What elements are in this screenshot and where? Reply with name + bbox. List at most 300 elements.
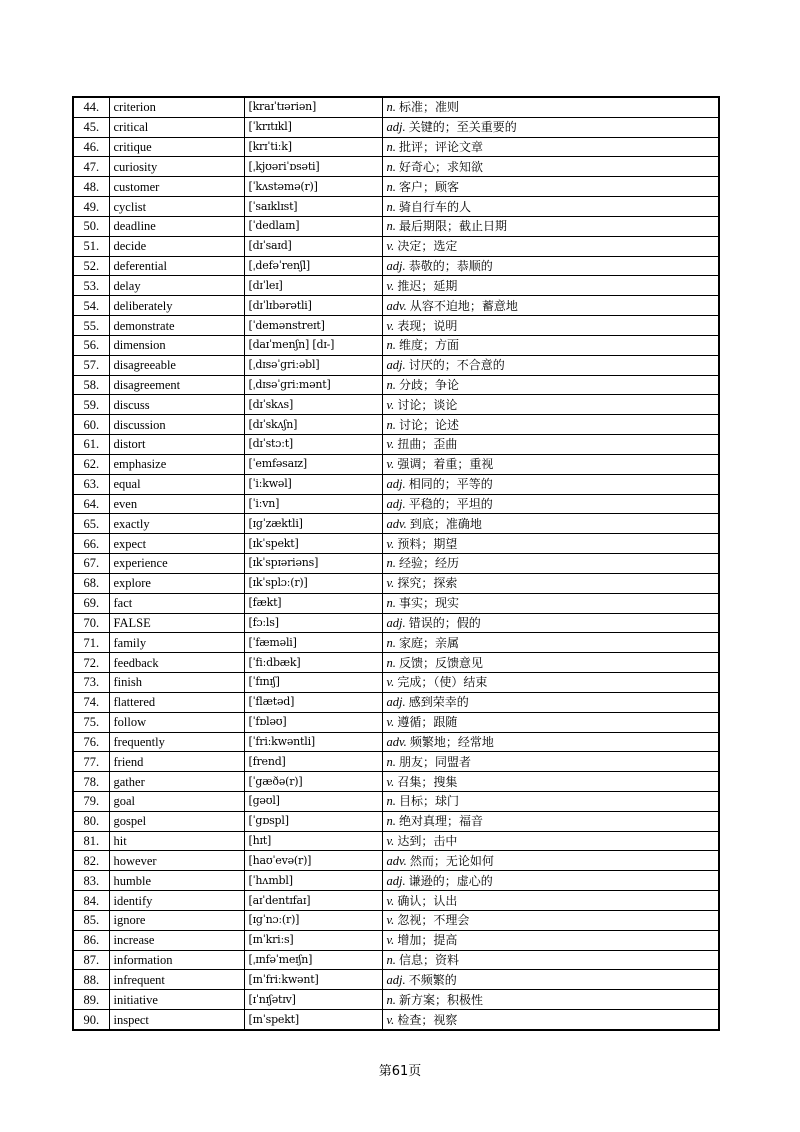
definition-cell: [382, 692, 719, 712]
phonetic-cell: [ˈkʌstəmə(r)]: [244, 177, 382, 197]
phonetic-cell: [dɪˈskʌs]: [244, 395, 382, 415]
row-number: 77.: [73, 752, 109, 772]
row-number: 81.: [73, 831, 109, 851]
row-number: 53.: [73, 276, 109, 296]
definition-cell: [382, 673, 719, 693]
part-of-speech: v.: [386, 1012, 395, 1027]
part-of-speech: adv.: [386, 734, 407, 749]
definition-cell: [382, 831, 719, 851]
phonetic-cell: [ɪnˈkriːs]: [244, 930, 382, 950]
part-of-speech: n.: [386, 814, 396, 829]
phonetic-cell: [ɪgˈzæktli]: [244, 514, 382, 534]
word-cell: disagreement: [109, 375, 244, 395]
phonetic-cell: [dɪˈstɔːt]: [244, 435, 382, 455]
definition-text: 信息；资料: [399, 953, 460, 968]
row-number: 64.: [73, 494, 109, 514]
definition-text: 维度；方面: [399, 338, 460, 353]
row-number: 82.: [73, 851, 109, 871]
part-of-speech: n.: [386, 140, 396, 155]
part-of-speech: adv.: [386, 298, 407, 313]
row-number: 54.: [73, 296, 109, 316]
word-cell: curiosity: [109, 157, 244, 177]
row-number: 85.: [73, 910, 109, 930]
row-number: 79.: [73, 791, 109, 811]
phonetic-cell: [ˈgɒspl]: [244, 811, 382, 831]
table-row: [73, 752, 719, 772]
table-row: [73, 335, 719, 355]
row-number: 57.: [73, 355, 109, 375]
row-number: 90.: [73, 1010, 109, 1030]
row-number: 44.: [73, 97, 109, 117]
phonetic-cell: [ˈfɒləʊ]: [244, 712, 382, 732]
part-of-speech: adv.: [386, 853, 407, 868]
table-row: [73, 435, 719, 455]
word-cell: goal: [109, 791, 244, 811]
phonetic-cell: [kraɪˈtɪəriən]: [244, 97, 382, 117]
vocabulary-table-body: [73, 97, 719, 1030]
row-number: 69.: [73, 593, 109, 613]
part-of-speech: n.: [386, 794, 396, 809]
word-cell: exactly: [109, 514, 244, 534]
row-number: 83.: [73, 871, 109, 891]
word-cell: inspect: [109, 1010, 244, 1030]
definition-text: 讨论；论述: [399, 417, 460, 432]
definition-cell: [382, 772, 719, 792]
definition-text: 召集；搜集: [397, 774, 458, 789]
definition-cell: [382, 494, 719, 514]
row-number: 71.: [73, 633, 109, 653]
table-row: [73, 276, 719, 296]
row-number: 51.: [73, 236, 109, 256]
row-number: 87.: [73, 950, 109, 970]
row-number: 86.: [73, 930, 109, 950]
table-row: [73, 811, 719, 831]
definition-text: 家庭；亲属: [399, 635, 460, 650]
table-row: [73, 494, 719, 514]
table-row: [73, 1010, 719, 1030]
phonetic-cell: [gəʊl]: [244, 791, 382, 811]
definition-cell: [382, 811, 719, 831]
row-number: 55.: [73, 316, 109, 336]
word-cell: gather: [109, 772, 244, 792]
phonetic-cell: [ɪˈnɪʃətɪv]: [244, 990, 382, 1010]
phonetic-cell: [ˈflætəd]: [244, 692, 382, 712]
row-number: 46.: [73, 137, 109, 157]
definition-cell: [382, 633, 719, 653]
phonetic-cell: [ˈfiːdbæk]: [244, 653, 382, 673]
part-of-speech: adj.: [386, 873, 406, 888]
definition-text: 目标；球门: [399, 794, 460, 809]
part-of-speech: v.: [386, 774, 395, 789]
definition-text: 感到荣幸的: [408, 695, 469, 710]
definition-cell: [382, 871, 719, 891]
definition-cell: [382, 593, 719, 613]
definition-cell: [382, 712, 719, 732]
definition-text: 错误的；假的: [408, 615, 481, 630]
definition-cell: [382, 732, 719, 752]
word-cell: decide: [109, 236, 244, 256]
part-of-speech: adj.: [386, 477, 406, 492]
phonetic-cell: [ˌɪnfəˈmeɪʃn]: [244, 950, 382, 970]
phonetic-cell: [ˈiːvn]: [244, 494, 382, 514]
row-number: 47.: [73, 157, 109, 177]
part-of-speech: n.: [386, 953, 396, 968]
definition-cell: [382, 1010, 719, 1030]
definition-cell: [382, 891, 719, 911]
definition-text: 骑自行车的人: [399, 199, 472, 214]
row-number: 67.: [73, 554, 109, 574]
table-row: [73, 375, 719, 395]
part-of-speech: n.: [386, 100, 396, 115]
part-of-speech: adj.: [386, 358, 406, 373]
definition-cell: [382, 316, 719, 336]
word-cell: identify: [109, 891, 244, 911]
row-number: 45.: [73, 117, 109, 137]
part-of-speech: n.: [386, 655, 396, 670]
row-number: 63.: [73, 474, 109, 494]
definition-cell: [382, 454, 719, 474]
phonetic-cell: [ɪgˈnɔː(r)]: [244, 910, 382, 930]
definition-text: 经验；经历: [399, 556, 460, 571]
word-cell: criterion: [109, 97, 244, 117]
phonetic-cell: [ɪnˈspekt]: [244, 1010, 382, 1030]
definition-text: 表现；说明: [397, 318, 458, 333]
row-number: 75.: [73, 712, 109, 732]
definition-text: 不频繁的: [408, 972, 457, 987]
part-of-speech: v.: [386, 397, 395, 412]
part-of-speech: v.: [386, 278, 395, 293]
word-cell: initiative: [109, 990, 244, 1010]
part-of-speech: v.: [386, 675, 395, 690]
part-of-speech: n.: [386, 754, 396, 769]
part-of-speech: v.: [386, 239, 395, 254]
part-of-speech: n.: [386, 179, 396, 194]
definition-text: 批评；评论文章: [399, 140, 484, 155]
definition-text: 朋友；同盟者: [399, 754, 472, 769]
definition-text: 最后期限；截止日期: [399, 219, 508, 234]
definition-text: 确认；认出: [397, 893, 458, 908]
definition-cell: [382, 653, 719, 673]
definition-text: 反馈；反馈意见: [399, 655, 484, 670]
definition-cell: [382, 534, 719, 554]
definition-text: 关键的；至关重要的: [408, 120, 517, 135]
row-number: 61.: [73, 435, 109, 455]
table-row: [73, 454, 719, 474]
phonetic-cell: [fækt]: [244, 593, 382, 613]
phonetic-cell: [ˈdedlaɪn]: [244, 216, 382, 236]
table-row: [73, 673, 719, 693]
part-of-speech: n.: [386, 635, 396, 650]
definition-cell: [382, 950, 719, 970]
part-of-speech: v.: [386, 576, 395, 591]
definition-text: 事实；现实: [399, 596, 460, 611]
word-cell: emphasize: [109, 454, 244, 474]
word-cell: discussion: [109, 415, 244, 435]
word-cell: gospel: [109, 811, 244, 831]
part-of-speech: adj.: [386, 496, 406, 511]
definition-text: 达到；击中: [397, 834, 458, 849]
part-of-speech: v.: [386, 834, 395, 849]
table-row: [73, 296, 719, 316]
definition-text: 好奇心；求知欲: [399, 159, 484, 174]
definition-cell: [382, 236, 719, 256]
part-of-speech: v.: [386, 913, 395, 928]
word-cell: disagreeable: [109, 355, 244, 375]
part-of-speech: adj.: [386, 972, 406, 987]
phonetic-cell: [ˈfæməli]: [244, 633, 382, 653]
part-of-speech: v.: [386, 437, 395, 452]
phonetic-cell: [frend]: [244, 752, 382, 772]
phonetic-cell: [ˈfɪnɪʃ]: [244, 673, 382, 693]
phonetic-cell: [ˈgæðə(r)]: [244, 772, 382, 792]
definition-text: 决定；选定: [397, 239, 458, 254]
page-number: 第61页: [378, 1064, 422, 1079]
table-row: [73, 474, 719, 494]
definition-text: 相同的；平等的: [408, 477, 493, 492]
definition-cell: [382, 435, 719, 455]
phonetic-cell: [ˌdɪsəˈgriːəbl]: [244, 355, 382, 375]
word-cell: feedback: [109, 653, 244, 673]
definition-text: 遵循；跟随: [397, 715, 458, 730]
table-row: [73, 613, 719, 633]
phonetic-cell: [krɪˈtiːk]: [244, 137, 382, 157]
table-row: [73, 316, 719, 336]
definition-cell: [382, 355, 719, 375]
part-of-speech: n.: [386, 219, 396, 234]
definition-text: 频繁地；经常地: [409, 734, 494, 749]
definition-cell: [382, 415, 719, 435]
row-number: 48.: [73, 177, 109, 197]
definition-cell: [382, 216, 719, 236]
definition-text: 绝对真理；福音: [399, 814, 484, 829]
phonetic-cell: [ˈiːkwəl]: [244, 474, 382, 494]
definition-text: 从容不迫地；蓄意地: [409, 298, 518, 313]
definition-cell: [382, 276, 719, 296]
definition-cell: [382, 851, 719, 871]
row-number: 49.: [73, 197, 109, 217]
row-number: 56.: [73, 335, 109, 355]
definition-text: 恭敬的；恭顺的: [408, 259, 493, 274]
word-cell: cyclist: [109, 197, 244, 217]
part-of-speech: adj.: [386, 259, 406, 274]
phonetic-cell: [ˈemfəsaɪz]: [244, 454, 382, 474]
table-row: [73, 97, 719, 117]
phonetic-cell: [dɪˈleɪ]: [244, 276, 382, 296]
definition-text: 谦逊的；虚心的: [408, 873, 493, 888]
row-number: 88.: [73, 970, 109, 990]
table-row: [73, 871, 719, 891]
table-row: [73, 593, 719, 613]
table-row: [73, 772, 719, 792]
word-cell: however: [109, 851, 244, 871]
definition-text: 增加；提高: [397, 933, 458, 948]
row-number: 73.: [73, 673, 109, 693]
definition-cell: [382, 157, 719, 177]
table-row: [73, 633, 719, 653]
phonetic-cell: [fɔːls]: [244, 613, 382, 633]
word-cell: deadline: [109, 216, 244, 236]
definition-cell: [382, 752, 719, 772]
word-cell: hit: [109, 831, 244, 851]
word-cell: critique: [109, 137, 244, 157]
phonetic-cell: [ˌkjʊəriˈɒsəti]: [244, 157, 382, 177]
word-cell: even: [109, 494, 244, 514]
row-number: 80.: [73, 811, 109, 831]
definition-text: 标准；准则: [399, 100, 460, 115]
definition-cell: [382, 177, 719, 197]
table-row: [73, 256, 719, 276]
definition-text: 然而；无论如何: [409, 853, 494, 868]
table-row: [73, 712, 719, 732]
table-row: [73, 117, 719, 137]
phonetic-cell: [ˈkrɪtɪkl]: [244, 117, 382, 137]
phonetic-cell: [daɪˈmenʃn] [dɪ-]: [244, 335, 382, 355]
definition-text: 检查；视察: [397, 1012, 458, 1027]
phonetic-cell: [dɪˈskʌʃn]: [244, 415, 382, 435]
phonetic-cell: [haʊˈevə(r)]: [244, 851, 382, 871]
phonetic-cell: [ˈhʌmbl]: [244, 871, 382, 891]
part-of-speech: n.: [386, 417, 396, 432]
table-row: [73, 355, 719, 375]
part-of-speech: v.: [386, 893, 395, 908]
definition-text: 探究；探索: [397, 576, 458, 591]
definition-cell: [382, 514, 719, 534]
part-of-speech: adj.: [386, 615, 406, 630]
definition-cell: [382, 117, 719, 137]
table-row: [73, 910, 719, 930]
word-cell: equal: [109, 474, 244, 494]
table-row: [73, 415, 719, 435]
word-cell: flattered: [109, 692, 244, 712]
table-row: [73, 137, 719, 157]
definition-text: 推迟；延期: [397, 278, 458, 293]
definition-cell: [382, 395, 719, 415]
row-number: 74.: [73, 692, 109, 712]
row-number: 68.: [73, 573, 109, 593]
phonetic-cell: [dɪˈsaɪd]: [244, 236, 382, 256]
part-of-speech: n.: [386, 338, 396, 353]
table-row: [73, 990, 719, 1010]
phonetic-cell: [ˈdemənstreɪt]: [244, 316, 382, 336]
phonetic-cell: [ˈsaɪklɪst]: [244, 197, 382, 217]
word-cell: friend: [109, 752, 244, 772]
table-row: [73, 653, 719, 673]
table-row: [73, 216, 719, 236]
word-cell: increase: [109, 930, 244, 950]
row-number: 66.: [73, 534, 109, 554]
definition-cell: [382, 375, 719, 395]
word-cell: expect: [109, 534, 244, 554]
part-of-speech: v.: [386, 933, 395, 948]
table-row: [73, 514, 719, 534]
row-number: 78.: [73, 772, 109, 792]
phonetic-cell: [hɪt]: [244, 831, 382, 851]
definition-text: 到底；准确地: [409, 516, 482, 531]
definition-cell: [382, 990, 719, 1010]
row-number: 70.: [73, 613, 109, 633]
definition-cell: [382, 197, 719, 217]
phonetic-cell: [aɪˈdentɪfaɪ]: [244, 891, 382, 911]
table-row: [73, 791, 719, 811]
vocabulary-table: [72, 96, 720, 1031]
part-of-speech: n.: [386, 596, 396, 611]
word-cell: explore: [109, 573, 244, 593]
part-of-speech: adj.: [386, 695, 406, 710]
table-row: [73, 970, 719, 990]
definition-cell: [382, 335, 719, 355]
phonetic-cell: [ˈfriːkwəntli]: [244, 732, 382, 752]
word-cell: deferential: [109, 256, 244, 276]
definition-cell: [382, 573, 719, 593]
part-of-speech: v.: [386, 715, 395, 730]
definition-text: 完成；（使）结束: [397, 675, 488, 690]
definition-text: 扭曲；歪曲: [397, 437, 458, 452]
row-number: 60.: [73, 415, 109, 435]
definition-cell: [382, 474, 719, 494]
part-of-speech: v.: [386, 318, 395, 333]
word-cell: ignore: [109, 910, 244, 930]
table-row: [73, 573, 719, 593]
part-of-speech: n.: [386, 378, 396, 392]
table-row: [73, 692, 719, 712]
part-of-speech: n.: [386, 992, 396, 1007]
word-cell: frequently: [109, 732, 244, 752]
part-of-speech: n.: [386, 199, 396, 214]
definition-text: 分歧；争论: [399, 378, 460, 392]
row-number: 89.: [73, 990, 109, 1010]
phonetic-cell: [dɪˈlɪbərətli]: [244, 296, 382, 316]
table-row: [73, 732, 719, 752]
word-cell: discuss: [109, 395, 244, 415]
word-cell: humble: [109, 871, 244, 891]
definition-text: 平稳的；平坦的: [408, 496, 493, 511]
definition-cell: [382, 137, 719, 157]
phonetic-cell: [ˌdɪsəˈgriːmənt]: [244, 375, 382, 395]
table-row: [73, 236, 719, 256]
word-cell: customer: [109, 177, 244, 197]
definition-cell: [382, 97, 719, 117]
table-row: [73, 197, 719, 217]
table-row: [73, 950, 719, 970]
word-cell: finish: [109, 673, 244, 693]
definition-text: 预料；期望: [397, 536, 458, 551]
table-row: [73, 891, 719, 911]
word-cell: information: [109, 950, 244, 970]
word-cell: critical: [109, 117, 244, 137]
row-number: 59.: [73, 395, 109, 415]
table-row: [73, 395, 719, 415]
phonetic-cell: [ɪkˈspɪəriəns]: [244, 554, 382, 574]
definition-cell: [382, 970, 719, 990]
definition-cell: [382, 613, 719, 633]
phonetic-cell: [ɪnˈfriːkwənt]: [244, 970, 382, 990]
definition-text: 讨论；谈论: [397, 397, 458, 412]
table-row: [73, 851, 719, 871]
table-row: [73, 534, 719, 554]
row-number: 50.: [73, 216, 109, 236]
part-of-speech: v.: [386, 457, 395, 472]
part-of-speech: adj.: [386, 120, 406, 135]
word-cell: deliberately: [109, 296, 244, 316]
word-cell: follow: [109, 712, 244, 732]
row-number: 65.: [73, 514, 109, 534]
table-row: [73, 930, 719, 950]
definition-text: 讨厌的；不合意的: [408, 358, 505, 373]
definition-cell: [382, 930, 719, 950]
phonetic-cell: [ɪkˈspekt]: [244, 534, 382, 554]
definition-text: 客户；顾客: [399, 179, 460, 194]
part-of-speech: n.: [386, 159, 396, 174]
